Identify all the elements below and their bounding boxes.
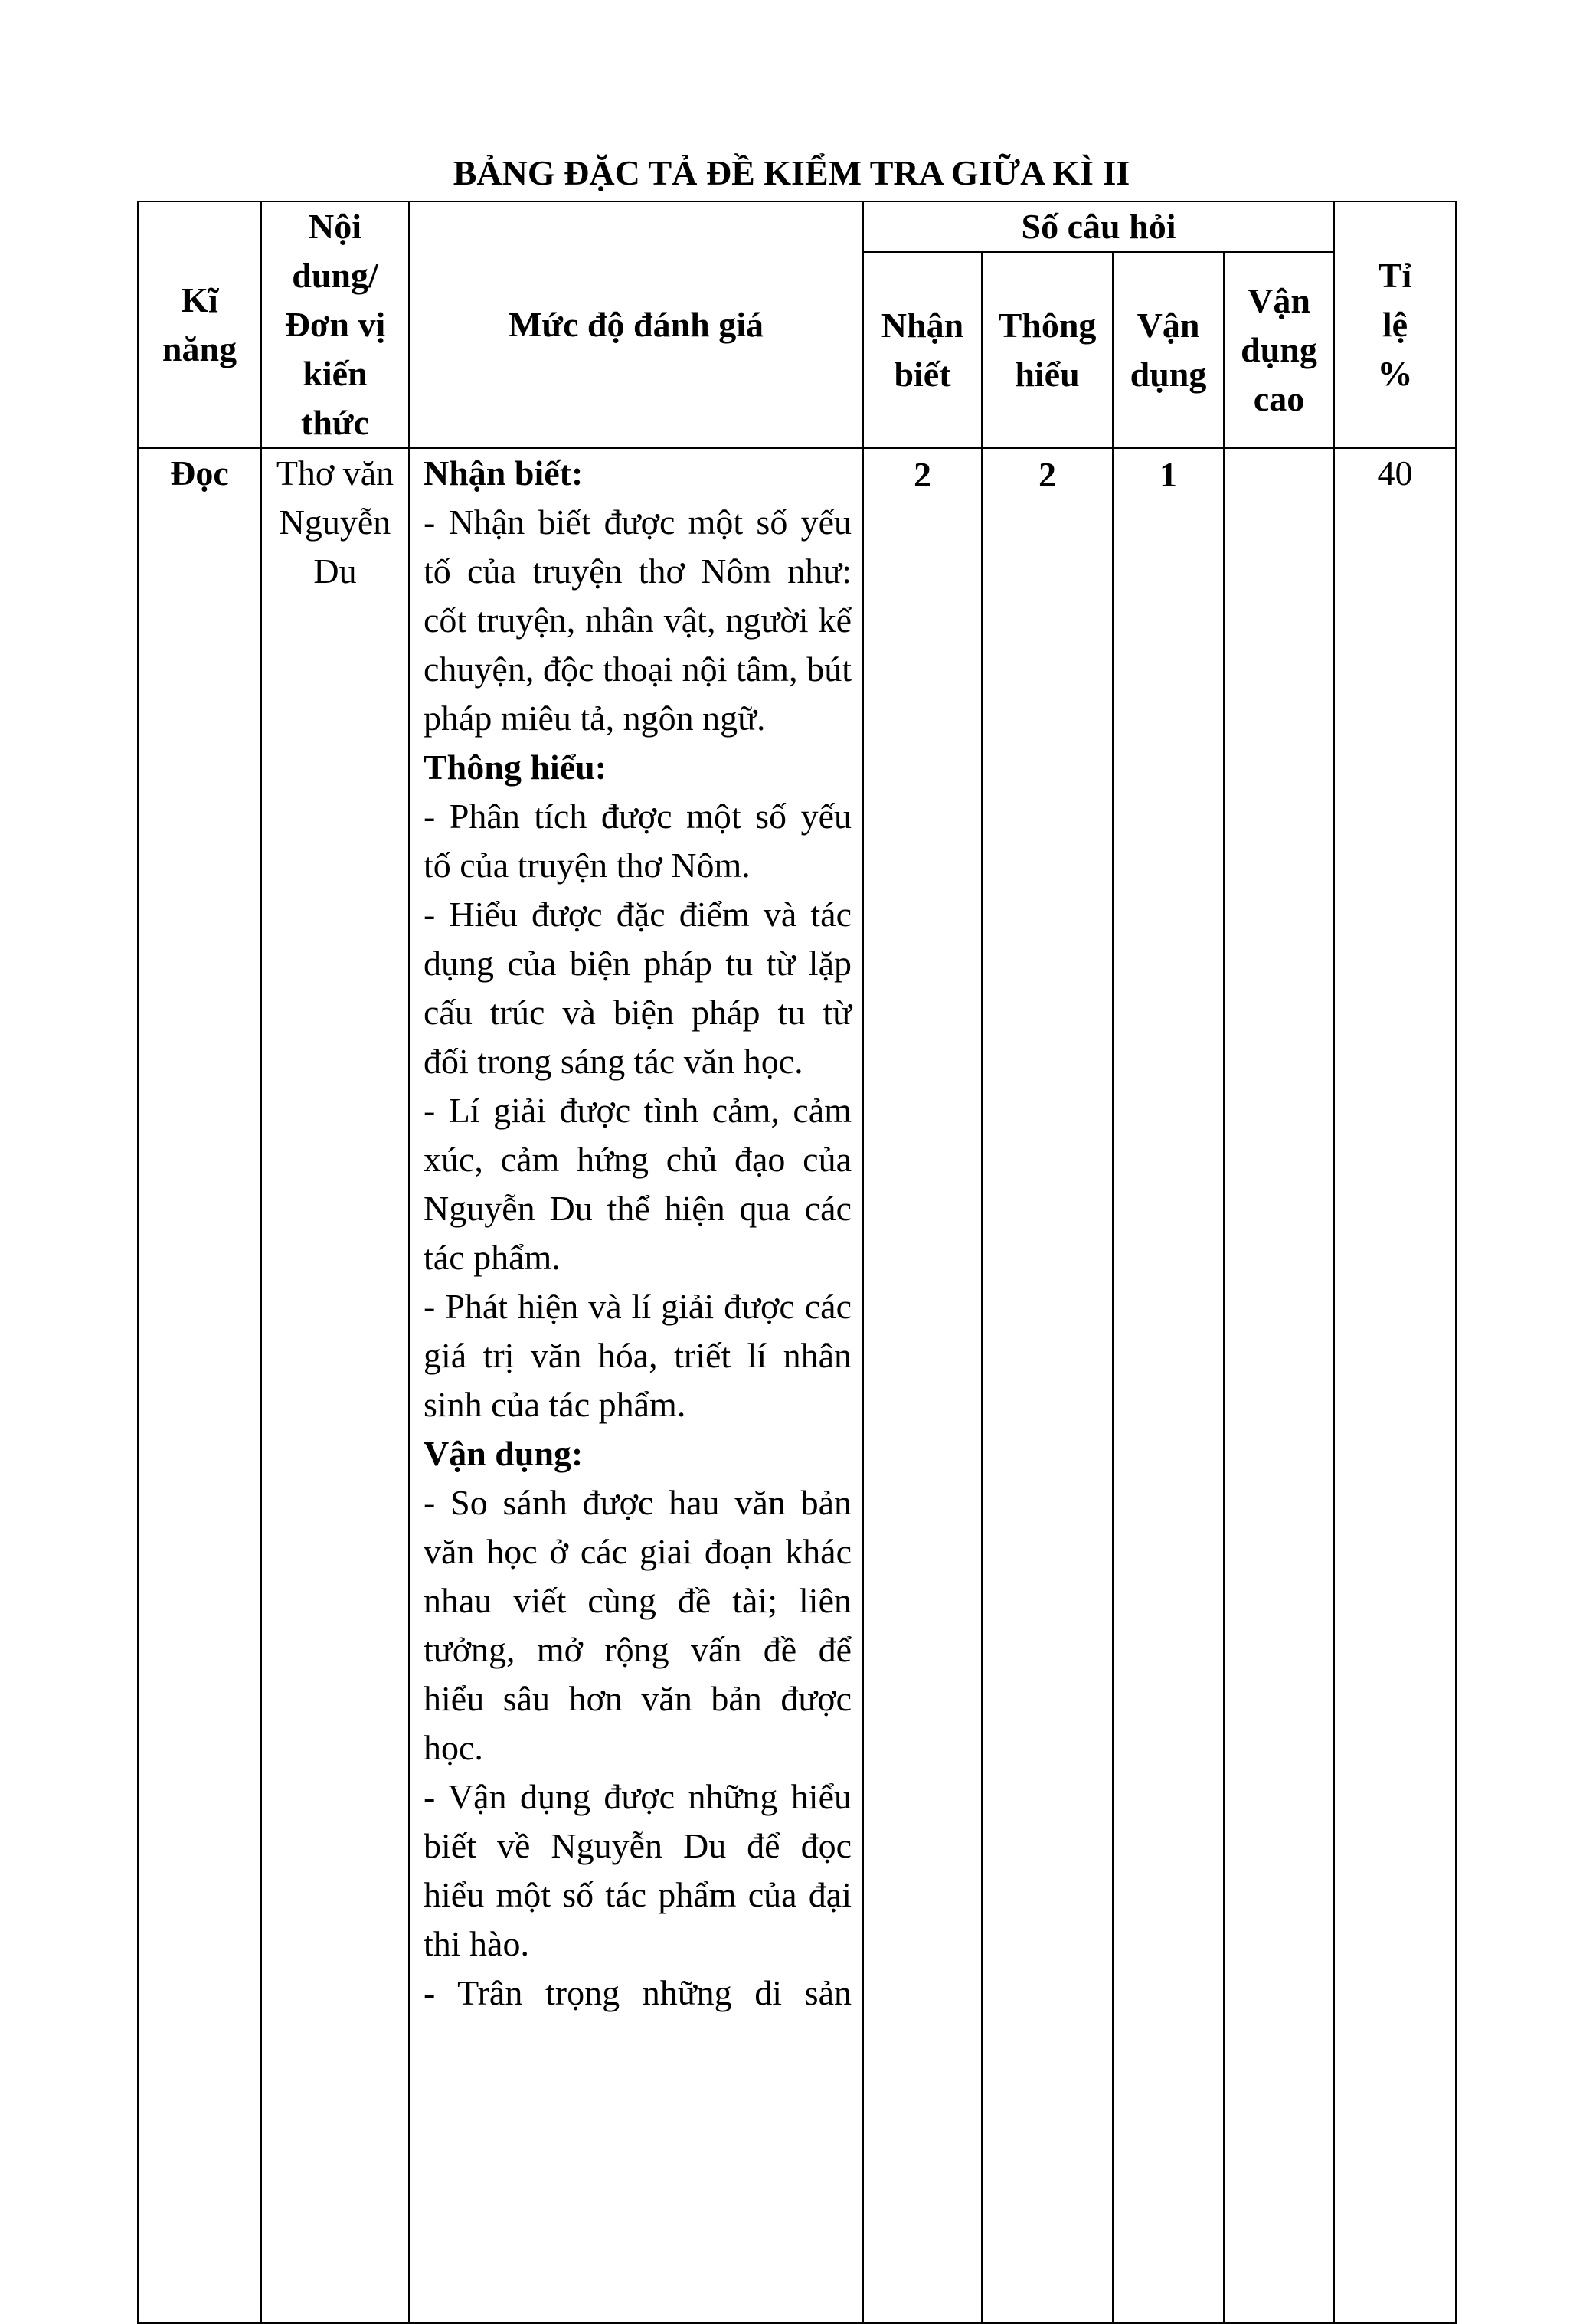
skill-cell: Đọc xyxy=(138,448,261,2323)
page-title: BẢNG ĐẶC TẢ ĐỀ KIỂM TRA GIỮA KÌ II xyxy=(453,153,1130,192)
criteria-item: - Phát hiện và lí giải được các giá trị văn hóa, triết lí nhân sinh của tác phẩm. xyxy=(424,1287,852,1424)
criteria-cell xyxy=(409,448,863,2323)
level-label: Thông hiểu: xyxy=(424,748,607,787)
header-question-count: Số câu hỏi xyxy=(863,201,1334,252)
header-recognize: Nhận biết xyxy=(863,252,982,448)
header-skill: Kĩ năng xyxy=(138,201,261,448)
criteria-item: - Lí giải được tình cảm, cảm xúc, cảm hứng chủ đạo của Nguyễn Du thể hiện qua các tác phẩm. xyxy=(424,1091,852,1277)
level-label: Nhận biết: xyxy=(424,453,584,493)
content-cell: Thơ văn Nguyễn Du xyxy=(261,448,409,2323)
header-ratio: Tỉ lệ % xyxy=(1334,201,1456,448)
ratio-value: 40 xyxy=(1334,448,1456,2323)
apply-high-count xyxy=(1224,448,1334,2323)
header-apply-high: Vận dụng cao xyxy=(1224,252,1334,448)
criteria-item: - Trân trọng những di sản xyxy=(424,1973,852,2012)
header-criteria: Mức độ đánh giá xyxy=(409,201,863,448)
specification-table xyxy=(137,201,1457,2324)
recognize-count: 2 xyxy=(863,448,982,2323)
criteria-item: - Nhận biết được một số yếu tố của truyện thơ Nôm như: cốt truyện, nhân vật, người kể chuyện, độc thoại nội tâm, bút pháp miêu tả, ngôn ngữ. xyxy=(424,502,852,738)
criteria-item: - So sánh được hau văn bản văn học ở các giai đoạn khác nhau viết cùng đề tài; liên tưởng, mở rộng vấn đề để hiểu sâu hơn văn bản được học. xyxy=(424,1483,852,1767)
header-apply: Vận dụng xyxy=(1113,252,1224,448)
level-label: Vận dụng: xyxy=(424,1434,584,1473)
criteria-item: - Vận dụng được những hiểu biết về Nguyễn Du để đọc hiểu một số tác phẩm của đại thi hào. xyxy=(424,1777,852,1963)
criteria-item: - Hiểu được đặc điểm và tác dụng của biện pháp tu từ lặp cấu trúc và biện pháp tu từ đối trong sáng tác văn học. xyxy=(424,895,852,1081)
header-understand: Thông hiểu xyxy=(982,252,1113,448)
criteria-item: - Phân tích được một số yếu tố của truyện thơ Nôm. xyxy=(424,797,852,885)
table-row xyxy=(138,448,1456,2323)
header-row-1 xyxy=(138,201,1456,252)
understand-count: 2 xyxy=(982,448,1113,2323)
header-content: Nội dung/ Đơn vị kiến thức xyxy=(261,201,409,448)
apply-count: 1 xyxy=(1113,448,1224,2323)
